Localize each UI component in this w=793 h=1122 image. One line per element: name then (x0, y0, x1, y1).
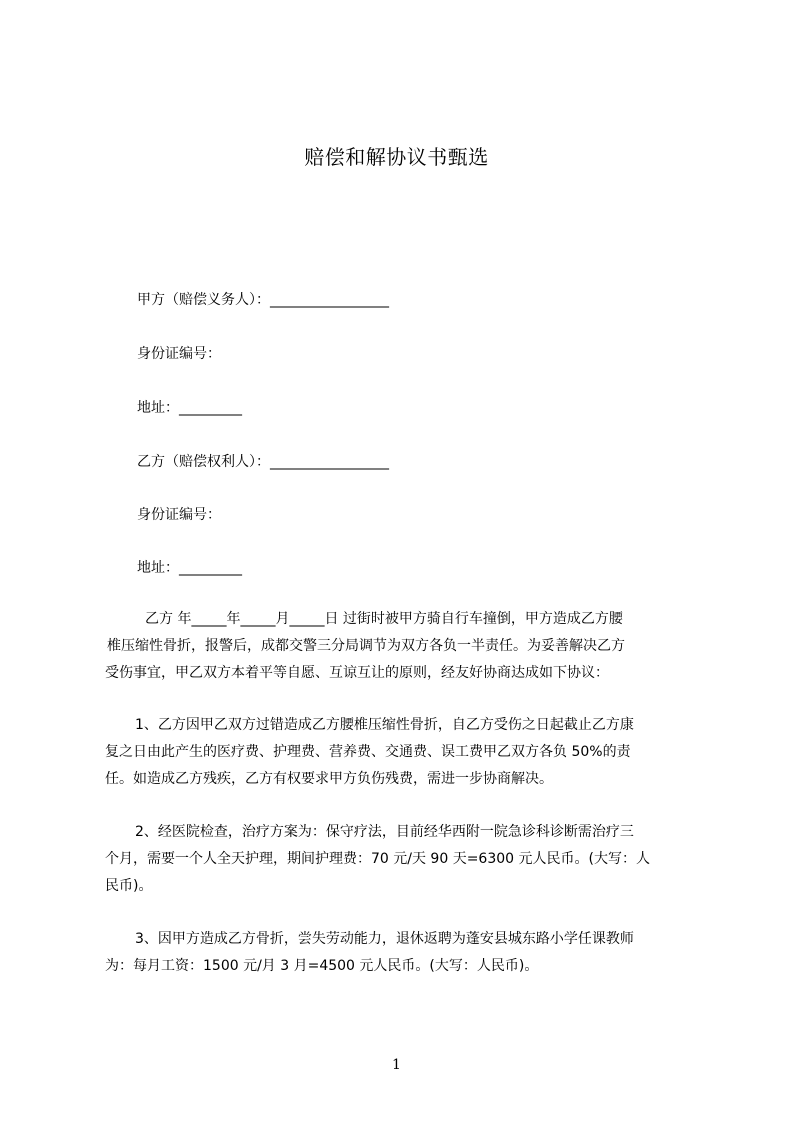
party-a-address-label: 地址： (137, 400, 179, 416)
party-a-line (137, 290, 389, 310)
clause-1-line: 复之日由此产生的医疗费、护理费、营养费、交通费、误工费甲乙双方各负 50%的责 (105, 744, 631, 760)
intro-line: 乙方 年_____年_____月_____日 过街时被甲方骑自行车撞倒，甲方造成乙方腰 (145, 611, 623, 627)
party-b-id-line (137, 505, 221, 525)
clause-2-paragraph (105, 819, 690, 900)
party-b-name-blank: _________________ (270, 454, 389, 470)
clause-3-line: 3、因甲方造成乙方骨折，尝失劳动能力，退休返聘为蓬安县城东路小学任课教师 (135, 931, 634, 947)
party-a-label: 甲方（赔偿义务人）： (137, 292, 270, 308)
intro-paragraph (105, 606, 690, 687)
intro-line: 椎压缩性骨折，报警后，成都交警三分局调节为双方各负一半责任。为妥善解决乙方 (107, 638, 625, 654)
party-b-address-blank: _________ (179, 560, 242, 576)
party-a-address-line (137, 398, 242, 418)
clause-1-line: 任。如造成乙方残疾，乙方有权要求甲方负伤残费，需进一步协商解决。 (105, 771, 553, 787)
clause-2-line: 个月，需要一个人全天护理，期间护理费：70 元/天 90 天=6300 元人民币。(大写：人 (105, 851, 650, 867)
party-a-address-blank: _________ (179, 400, 242, 416)
party-b-address-line (137, 558, 242, 578)
party-a-id-line (137, 344, 221, 364)
party-b-label: 乙方（赔偿权利人）： (137, 454, 270, 470)
clause-3-line: 为：每月工资：1500 元/月 3 月=4500 元人民币。(大写：人民币)。 (105, 958, 539, 974)
clause-2-line: 2、经医院检查，治疗方案为：保守疗法，目前经华西附一院急诊科诊断需治疗三 (135, 824, 634, 840)
clause-3-paragraph (105, 926, 690, 980)
clause-1-paragraph (105, 712, 690, 793)
document-title: 赔偿和解协议书甄选 (304, 145, 489, 169)
intro-line: 受伤事宜，甲乙双方本着平等自愿、互谅互让的原则，经友好协商达成如下协议： (105, 665, 609, 681)
party-a-id-label: 身份证编号： (137, 346, 221, 362)
clause-1-line: 1、乙方因甲乙双方过错造成乙方腰椎压缩性骨折，自乙方受伤之日起截止乙方康 (135, 717, 634, 733)
page-number: 1 (392, 1057, 401, 1073)
party-a-name-blank: _________________ (270, 292, 389, 308)
clause-2-line: 民币)。 (105, 878, 153, 894)
party-b-address-label: 地址： (137, 560, 179, 576)
party-b-line (137, 452, 389, 472)
party-b-id-label: 身份证编号： (137, 507, 221, 523)
